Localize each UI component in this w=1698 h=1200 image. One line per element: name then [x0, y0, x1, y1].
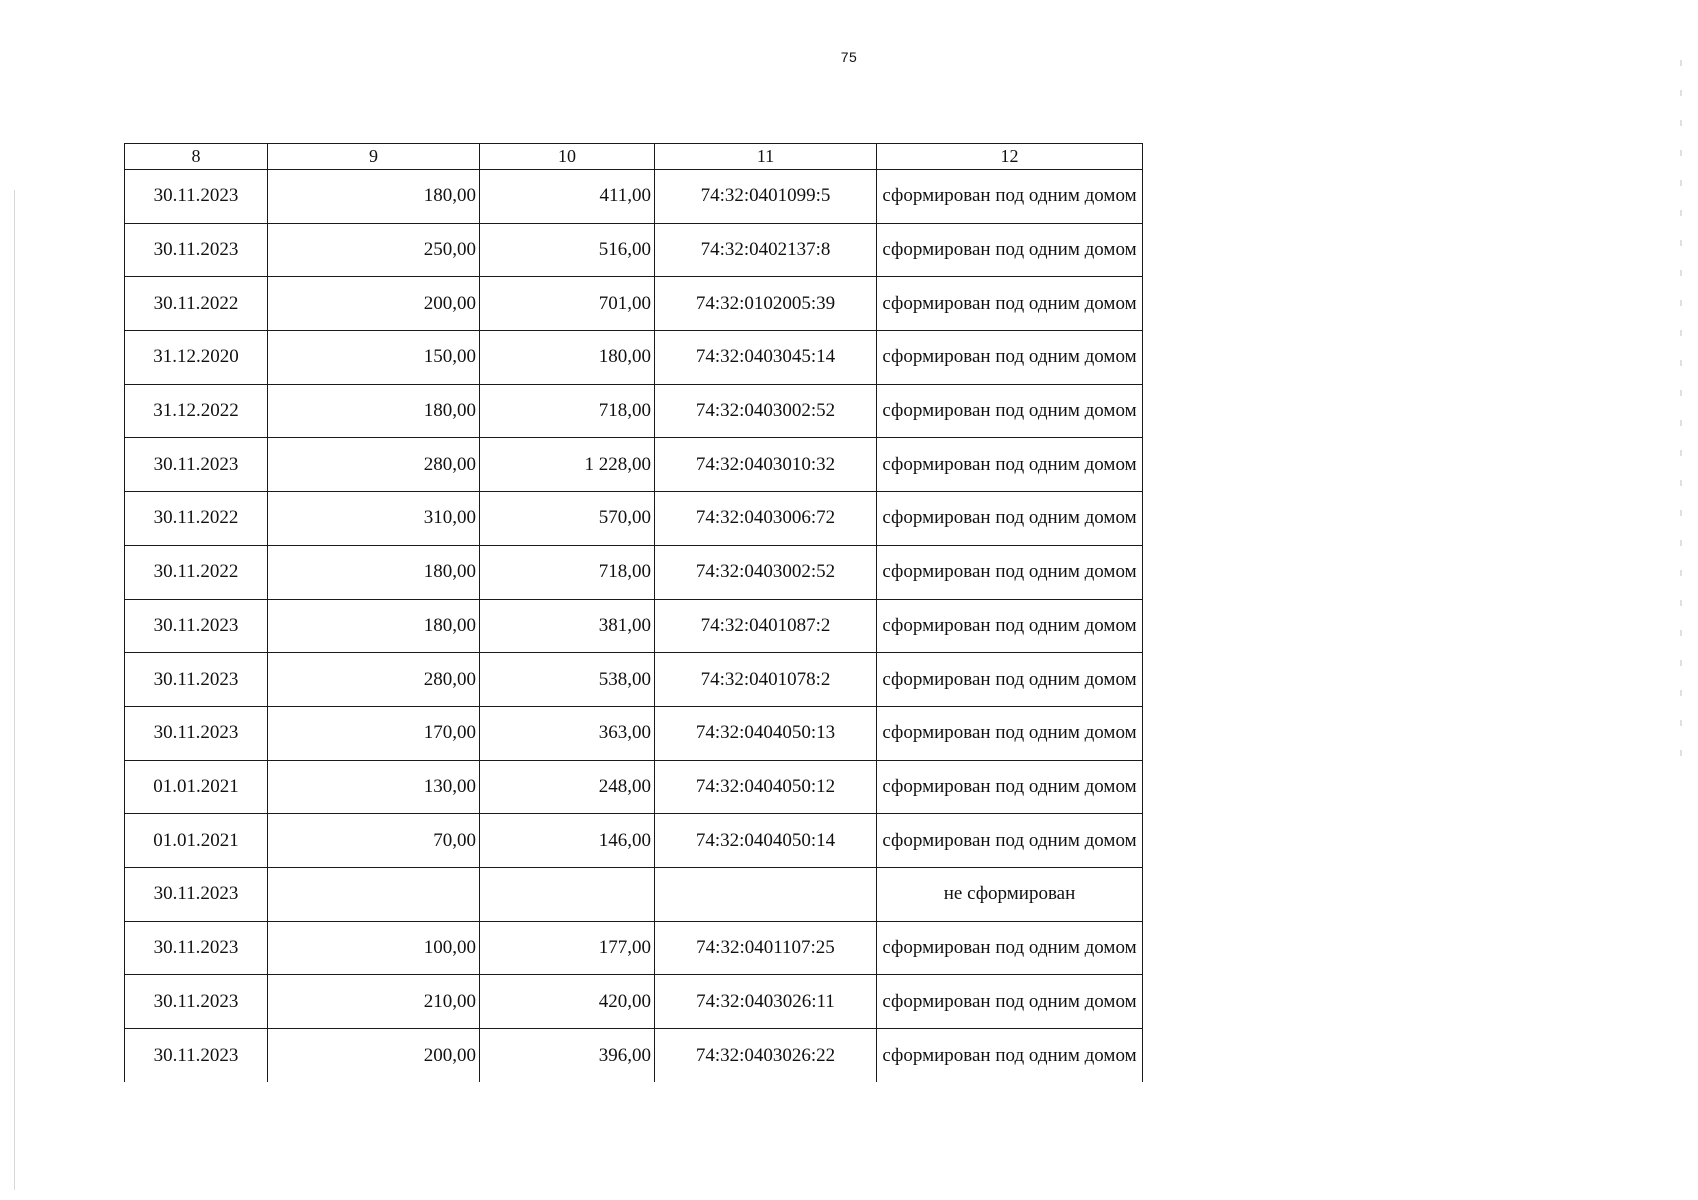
col9-cell: 200,00: [268, 1029, 480, 1083]
cadastral-cell: 74:32:0403006:72: [655, 492, 877, 546]
col9-cell: 180,00: [268, 384, 480, 438]
col9-cell: 280,00: [268, 438, 480, 492]
table-row: [125, 653, 1143, 707]
col9-cell: 70,00: [268, 814, 480, 868]
table-row: [125, 760, 1143, 814]
status-cell: сформирован под одним домом: [877, 1029, 1143, 1083]
date-cell: 30.11.2023: [125, 1029, 268, 1083]
table-row: [125, 331, 1143, 385]
col10-cell: 411,00: [480, 170, 655, 224]
col9-cell: 180,00: [268, 599, 480, 653]
cadastral-cell: 74:32:0401078:2: [655, 653, 877, 707]
page-number: 75: [840, 49, 858, 65]
table-row: [125, 921, 1143, 975]
status-cell: сформирован под одним домом: [877, 170, 1143, 224]
status-cell: сформирован под одним домом: [877, 384, 1143, 438]
cadastral-cell: 74:32:0404050:12: [655, 760, 877, 814]
date-cell: 30.11.2023: [125, 975, 268, 1029]
date-cell: 30.11.2022: [125, 492, 268, 546]
col10-cell: 570,00: [480, 492, 655, 546]
table-row: [125, 867, 1143, 921]
table-row: [125, 706, 1143, 760]
header-row: [125, 144, 1143, 170]
col9-cell: 170,00: [268, 706, 480, 760]
col10-cell: [480, 867, 655, 921]
date-cell: 01.01.2021: [125, 814, 268, 868]
col10-cell: 538,00: [480, 653, 655, 707]
col10-cell: 396,00: [480, 1029, 655, 1083]
status-cell: сформирован под одним домом: [877, 599, 1143, 653]
col10-cell: 516,00: [480, 223, 655, 277]
date-cell: 30.11.2023: [125, 921, 268, 975]
table-row: [125, 170, 1143, 224]
col9-cell: 150,00: [268, 331, 480, 385]
col9-cell: 310,00: [268, 492, 480, 546]
table-row: [125, 975, 1143, 1029]
date-cell: 31.12.2020: [125, 331, 268, 385]
col9-cell: 250,00: [268, 223, 480, 277]
status-cell: сформирован под одним домом: [877, 545, 1143, 599]
col9-cell: 180,00: [268, 545, 480, 599]
col10-cell: 177,00: [480, 921, 655, 975]
date-cell: 30.11.2022: [125, 545, 268, 599]
col10-cell: 701,00: [480, 277, 655, 331]
date-cell: 30.11.2023: [125, 438, 268, 492]
status-cell: сформирован под одним домом: [877, 331, 1143, 385]
status-cell: сформирован под одним домом: [877, 706, 1143, 760]
table-row: [125, 1029, 1143, 1083]
cadastral-cell: 74:32:0403010:32: [655, 438, 877, 492]
date-cell: 30.11.2023: [125, 653, 268, 707]
col10-cell: 1 228,00: [480, 438, 655, 492]
date-cell: 30.11.2023: [125, 867, 268, 921]
scan-edge-left: [14, 190, 15, 1190]
column-header: 9: [268, 144, 480, 170]
col10-cell: 718,00: [480, 384, 655, 438]
status-cell: сформирован под одним домом: [877, 277, 1143, 331]
cadastral-cell: 74:32:0403026:11: [655, 975, 877, 1029]
table-row: [125, 384, 1143, 438]
table-row: [125, 438, 1143, 492]
date-cell: 30.11.2023: [125, 223, 268, 277]
date-cell: 31.12.2022: [125, 384, 268, 438]
col9-cell: 100,00: [268, 921, 480, 975]
date-cell: 30.11.2023: [125, 170, 268, 224]
col10-cell: 381,00: [480, 599, 655, 653]
col10-cell: 363,00: [480, 706, 655, 760]
cadastral-cell: 74:32:0102005:39: [655, 277, 877, 331]
table-row: [125, 814, 1143, 868]
table-row: [125, 599, 1143, 653]
status-cell: сформирован под одним домом: [877, 223, 1143, 277]
col9-cell: 200,00: [268, 277, 480, 331]
column-header: 8: [125, 144, 268, 170]
col10-cell: 180,00: [480, 331, 655, 385]
table-row: [125, 492, 1143, 546]
col10-cell: 146,00: [480, 814, 655, 868]
cadastral-cell: 74:32:0401087:2: [655, 599, 877, 653]
col9-cell: 280,00: [268, 653, 480, 707]
cadastral-cell: 74:32:0404050:13: [655, 706, 877, 760]
cadastral-cell: 74:32:0404050:14: [655, 814, 877, 868]
col10-cell: 420,00: [480, 975, 655, 1029]
cadastral-cell: [655, 867, 877, 921]
status-cell: сформирован под одним домом: [877, 653, 1143, 707]
cadastral-cell: 74:32:0403002:52: [655, 384, 877, 438]
table-row: [125, 545, 1143, 599]
cadastral-cell: 74:32:0403002:52: [655, 545, 877, 599]
status-cell: сформирован под одним домом: [877, 438, 1143, 492]
date-cell: 30.11.2023: [125, 599, 268, 653]
col9-cell: 130,00: [268, 760, 480, 814]
status-cell: сформирован под одним домом: [877, 492, 1143, 546]
table-row: [125, 277, 1143, 331]
col10-cell: 718,00: [480, 545, 655, 599]
table-row: [125, 223, 1143, 277]
cadastral-cell: 74:32:0401099:5: [655, 170, 877, 224]
status-cell: сформирован под одним домом: [877, 760, 1143, 814]
column-header: 12: [877, 144, 1143, 170]
date-cell: 30.11.2022: [125, 277, 268, 331]
date-cell: 01.01.2021: [125, 760, 268, 814]
data-table: [124, 143, 1143, 1082]
status-cell: сформирован под одним домом: [877, 975, 1143, 1029]
col9-cell: 180,00: [268, 170, 480, 224]
column-header: 11: [655, 144, 877, 170]
col9-cell: [268, 867, 480, 921]
date-cell: 30.11.2023: [125, 706, 268, 760]
column-header: 10: [480, 144, 655, 170]
cadastral-cell: 74:32:0403026:22: [655, 1029, 877, 1083]
col10-cell: 248,00: [480, 760, 655, 814]
col9-cell: 210,00: [268, 975, 480, 1029]
cadastral-cell: 74:32:0401107:25: [655, 921, 877, 975]
status-cell: сформирован под одним домом: [877, 814, 1143, 868]
cadastral-cell: 74:32:0402137:8: [655, 223, 877, 277]
cadastral-cell: 74:32:0403045:14: [655, 331, 877, 385]
status-cell: не сформирован: [877, 867, 1143, 921]
scan-edge-right: [1680, 60, 1682, 780]
status-cell: сформирован под одним домом: [877, 921, 1143, 975]
